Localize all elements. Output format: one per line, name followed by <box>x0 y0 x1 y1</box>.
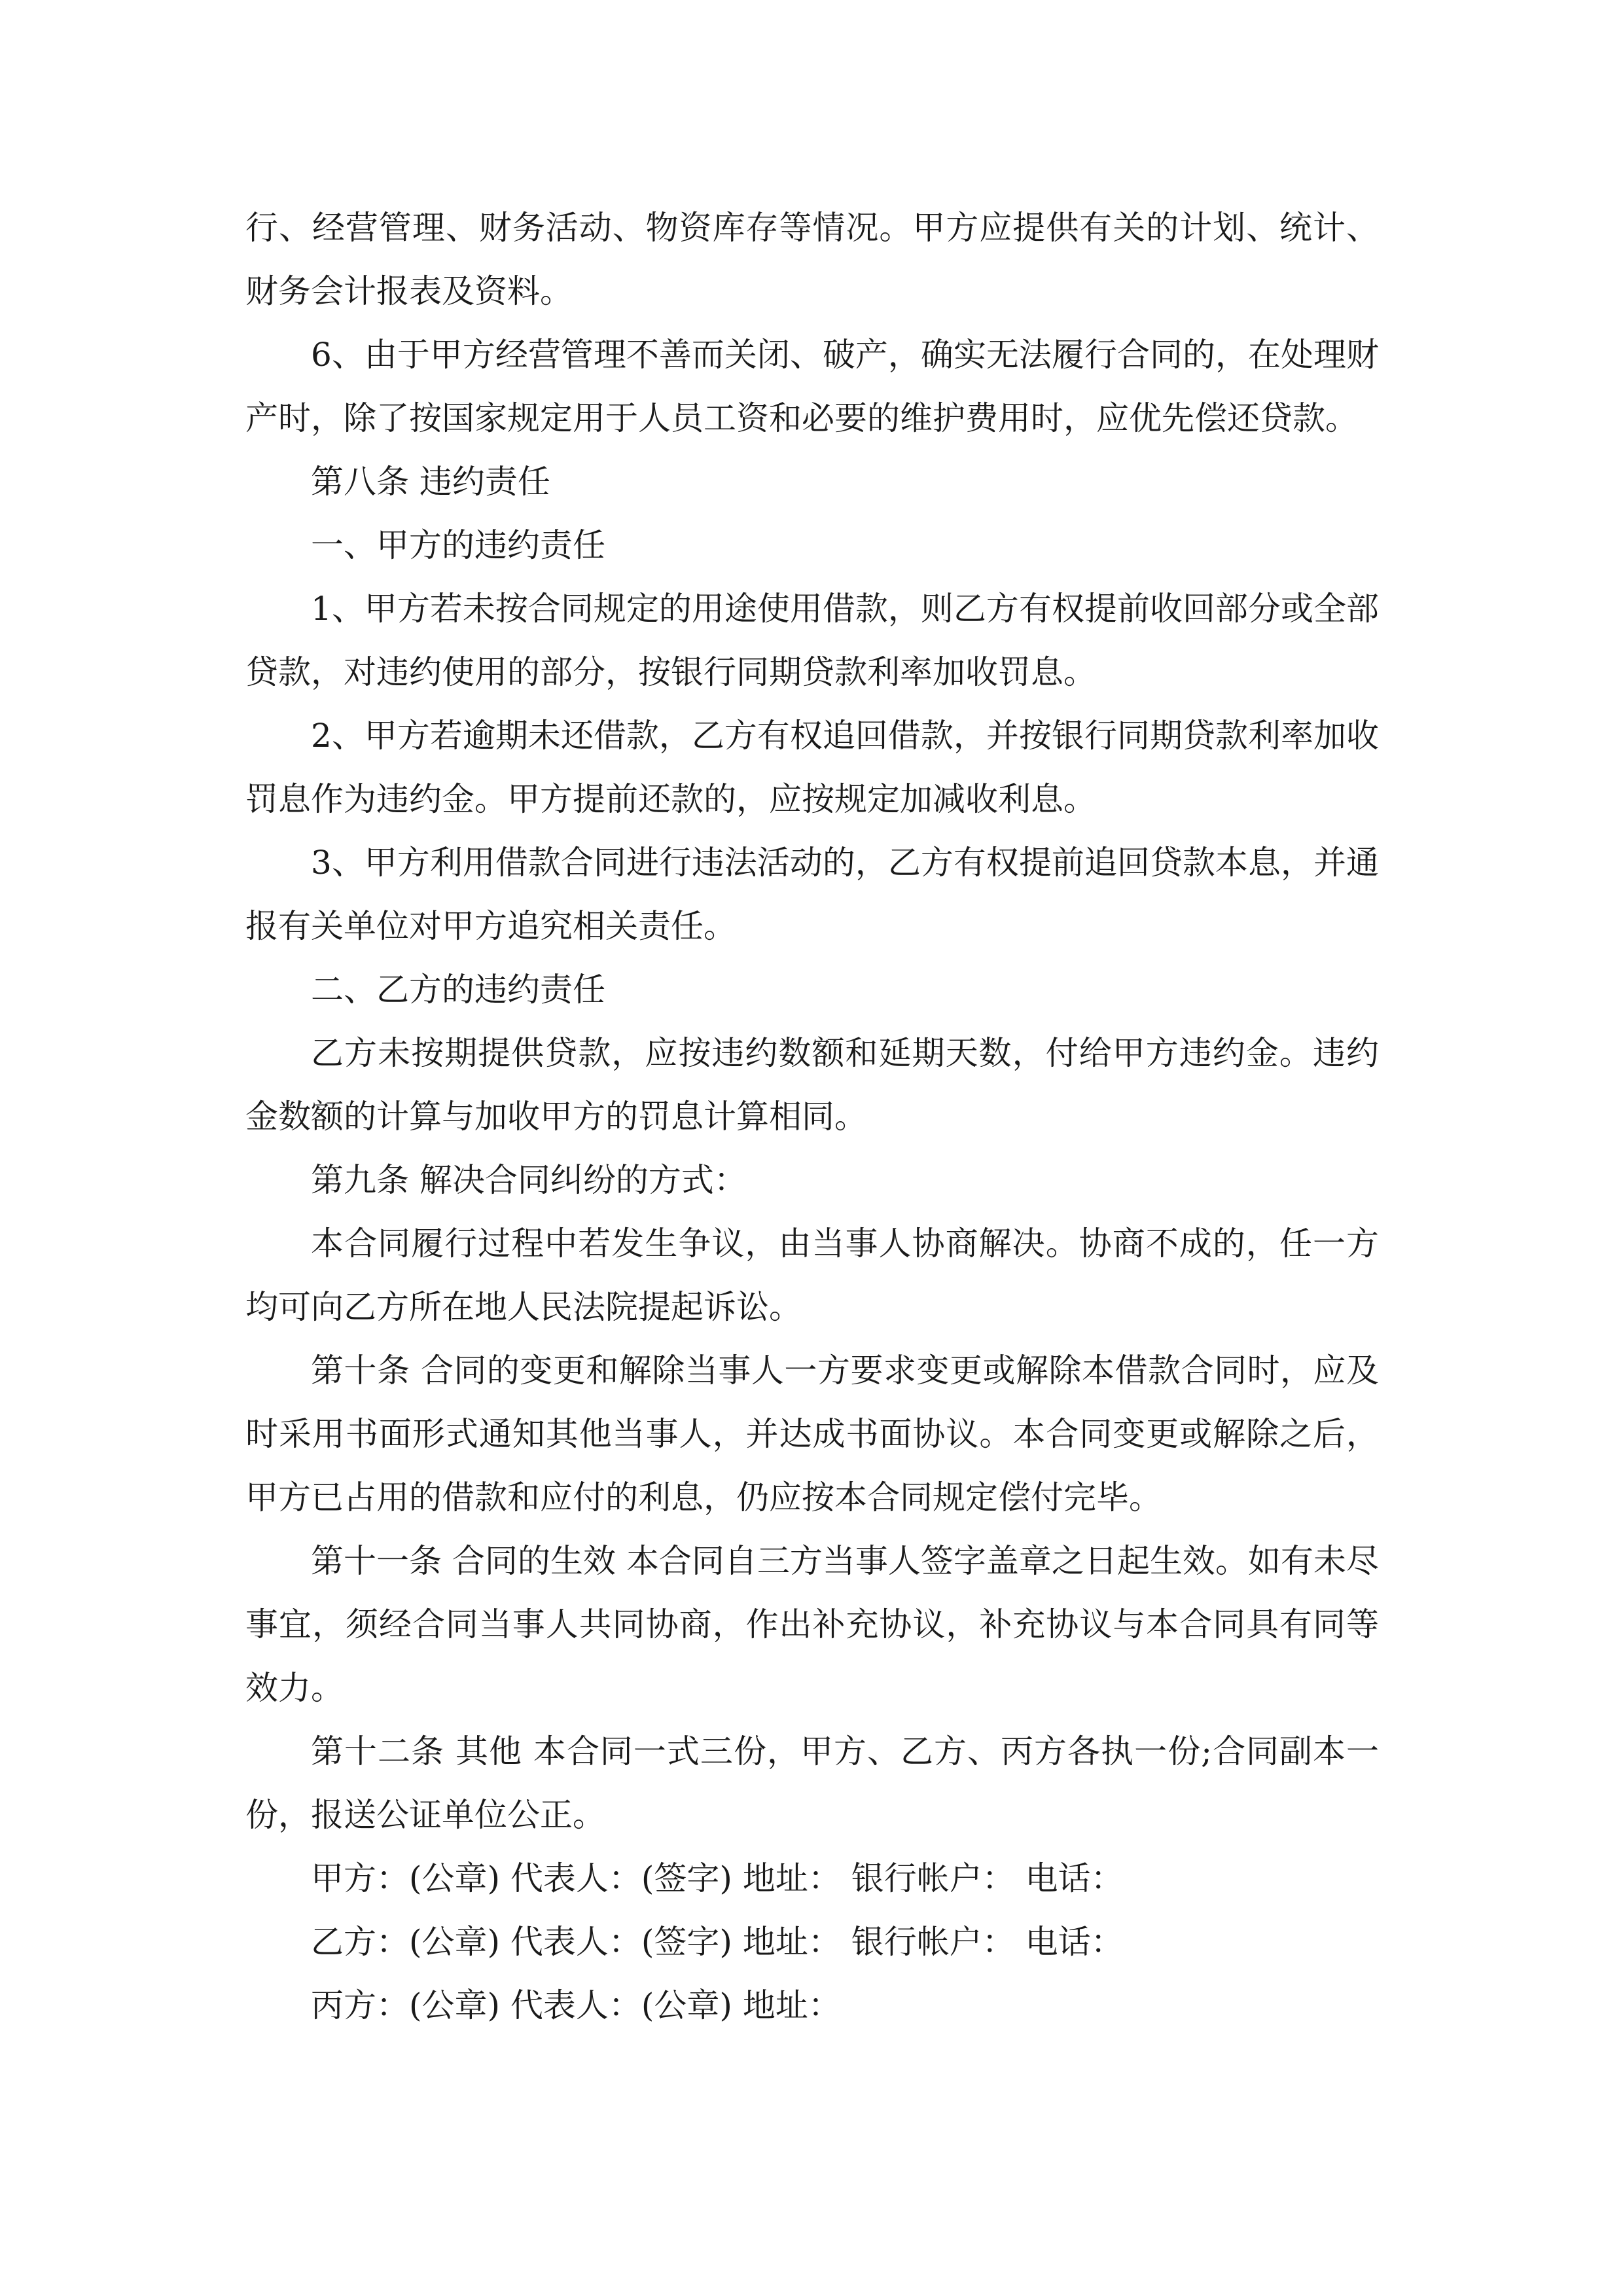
article-9-body: 本合同履行过程中若发生争议，由当事人协商解决。协商不成的，任一方均可向乙方所在地人民法院提起诉讼。 <box>245 1225 1379 1326</box>
signature-party-b: 乙方：(公章) 代表人：(签字) 地址： 银行帐户： 电话： <box>311 1923 1124 1961</box>
article-11: 第十一条 合同的生效 本合同自三方当事人签字盖章之日起生效。如有未尽事宜，须经合同当事人共同协商，作出补充协议，补充协议与本合同具有同等效力。 <box>245 1542 1379 1707</box>
article-8-item-3: 3、甲方利用借款合同进行违法活动的，乙方有权提前追回贷款本息，并通报有关单位对甲方追究相关责任。 <box>245 844 1379 945</box>
paragraph-continuation: 行、经营管理、财务活动、物资库存等情况。甲方应提供有关的计划、统计、财务会计报表及资料。 <box>245 209 1379 310</box>
article-8-item-1: 1、甲方若未按合同规定的用途使用借款，则乙方有权提前收回部分或全部贷款，对违约使用的部分，按银行同期贷款利率加收罚息。 <box>245 590 1379 691</box>
article-8-heading: 第八条 违约责任 <box>311 463 550 501</box>
article-8-section-2-body: 乙方未按期提供贷款，应按违约数额和延期天数，付给甲方违约金。违约金数额的计算与加收甲方的罚息计算相同。 <box>245 1034 1379 1136</box>
article-8-section-1-heading: 一、甲方的违约责任 <box>311 526 605 564</box>
signature-party-a: 甲方：(公章) 代表人：(签字) 地址： 银行帐户： 电话： <box>311 1859 1124 1897</box>
contract-body <box>245 196 1379 2037</box>
article-9-heading: 第九条 解决合同纠纷的方式： <box>311 1161 747 1199</box>
article-8-section-2-heading: 二、乙方的违约责任 <box>311 971 605 1009</box>
article-10: 第十条 合同的变更和解除当事人一方要求变更或解除本借款合同时，应及时采用书面形式通知其他当事人，并达成书面协议。本合同变更或解除之后，甲方已占用的借款和应付的利息，仍应按本合同规定偿付完毕。 <box>245 1352 1379 1516</box>
paragraph-clause-6: 6、由于甲方经营管理不善而关闭、破产，确实无法履行合同的，在处理财产时，除了按国家规定用于人员工资和必要的维护费用时，应优先偿还贷款。 <box>245 336 1379 437</box>
article-8-item-2: 2、甲方若逾期未还借款，乙方有权追回借款，并按银行同期贷款利率加收罚息作为违约金。甲方提前还款的，应按规定加减收利息。 <box>245 717 1379 818</box>
signature-party-c: 丙方：(公章) 代表人：(公章) 地址： <box>311 1986 841 2024</box>
article-12: 第十二条 其他 本合同一式三份，甲方、乙方、丙方各执一份;合同副本一份，报送公证单位公正。 <box>245 1732 1379 1834</box>
